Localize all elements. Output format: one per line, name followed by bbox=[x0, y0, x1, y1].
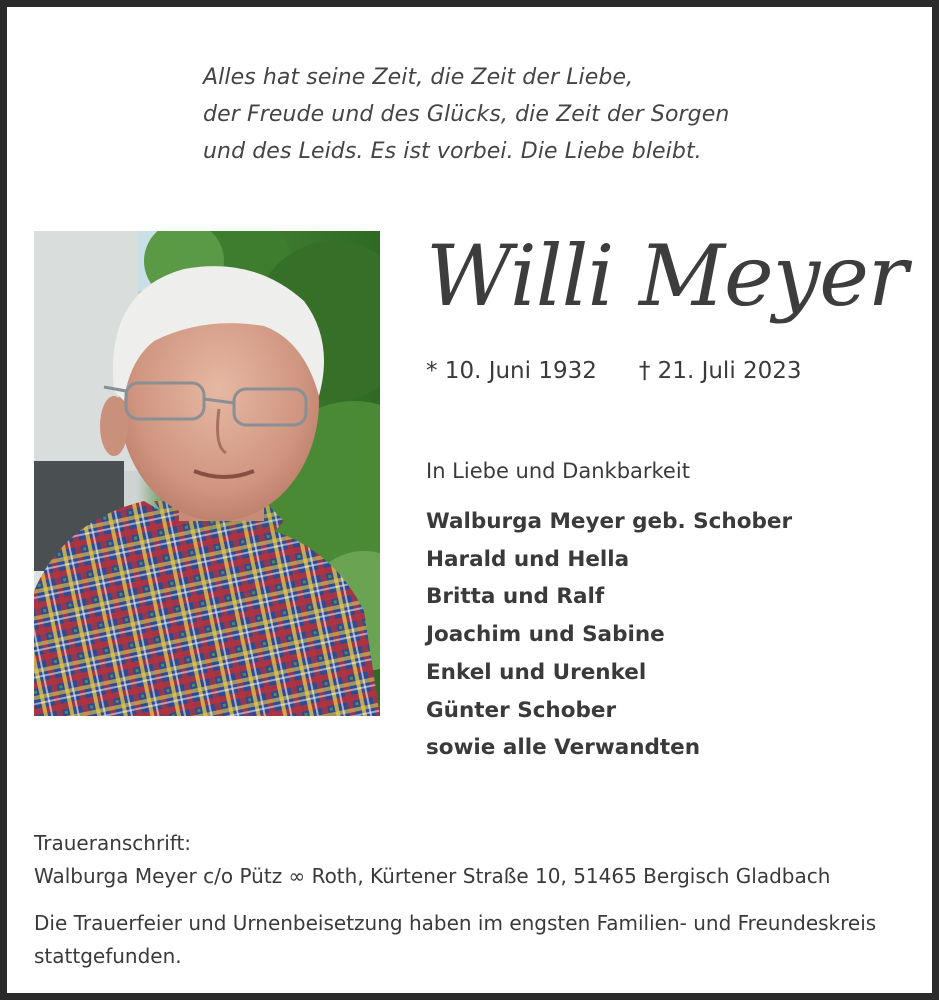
life-dates bbox=[426, 353, 802, 389]
funeral-notice: Die Trauerfeier und Urnenbeisetzung haben im engsten Familien- und Freundeskreis stattgefunden. bbox=[34, 911, 877, 968]
mourner: Harald und Hella bbox=[426, 546, 630, 572]
mourner: sowie alle Verwandten bbox=[426, 735, 701, 761]
birth-date: * 10. Juni 1932 bbox=[426, 358, 597, 384]
address-label: Traueranschrift: bbox=[34, 831, 192, 855]
address-line: Walburga Meyer c/o Pütz ∞ Roth, Kürtener Straße 10, 51465 Bergisch Gladbach bbox=[34, 864, 831, 888]
quote-line-3: und des Leids. Es ist vorbei. Die Liebe bleibt. bbox=[203, 139, 702, 164]
memorial-quote bbox=[203, 59, 729, 170]
mourner: Enkel und Urenkel bbox=[426, 659, 647, 685]
condolence-address bbox=[34, 827, 830, 893]
portrait-photo bbox=[34, 231, 380, 716]
mourners-list bbox=[426, 503, 792, 767]
thanks-line: In Liebe und Dankbarkeit bbox=[426, 459, 690, 483]
mourner: Joachim und Sabine bbox=[426, 622, 665, 648]
mourner: Walburga Meyer geb. Schober bbox=[426, 509, 793, 534]
death-date: † 21. Juli 2023 bbox=[638, 358, 802, 384]
quote-line-1: Alles hat seine Zeit, die Zeit der Liebe, bbox=[203, 65, 634, 90]
mourner: Günter Schober bbox=[426, 697, 617, 723]
deceased-name: Willi Meyer bbox=[426, 227, 908, 325]
mourner: Britta und Ralf bbox=[426, 584, 605, 610]
quote-line-2: der Freude und des Glücks, die Zeit der Sorgen bbox=[203, 102, 730, 127]
